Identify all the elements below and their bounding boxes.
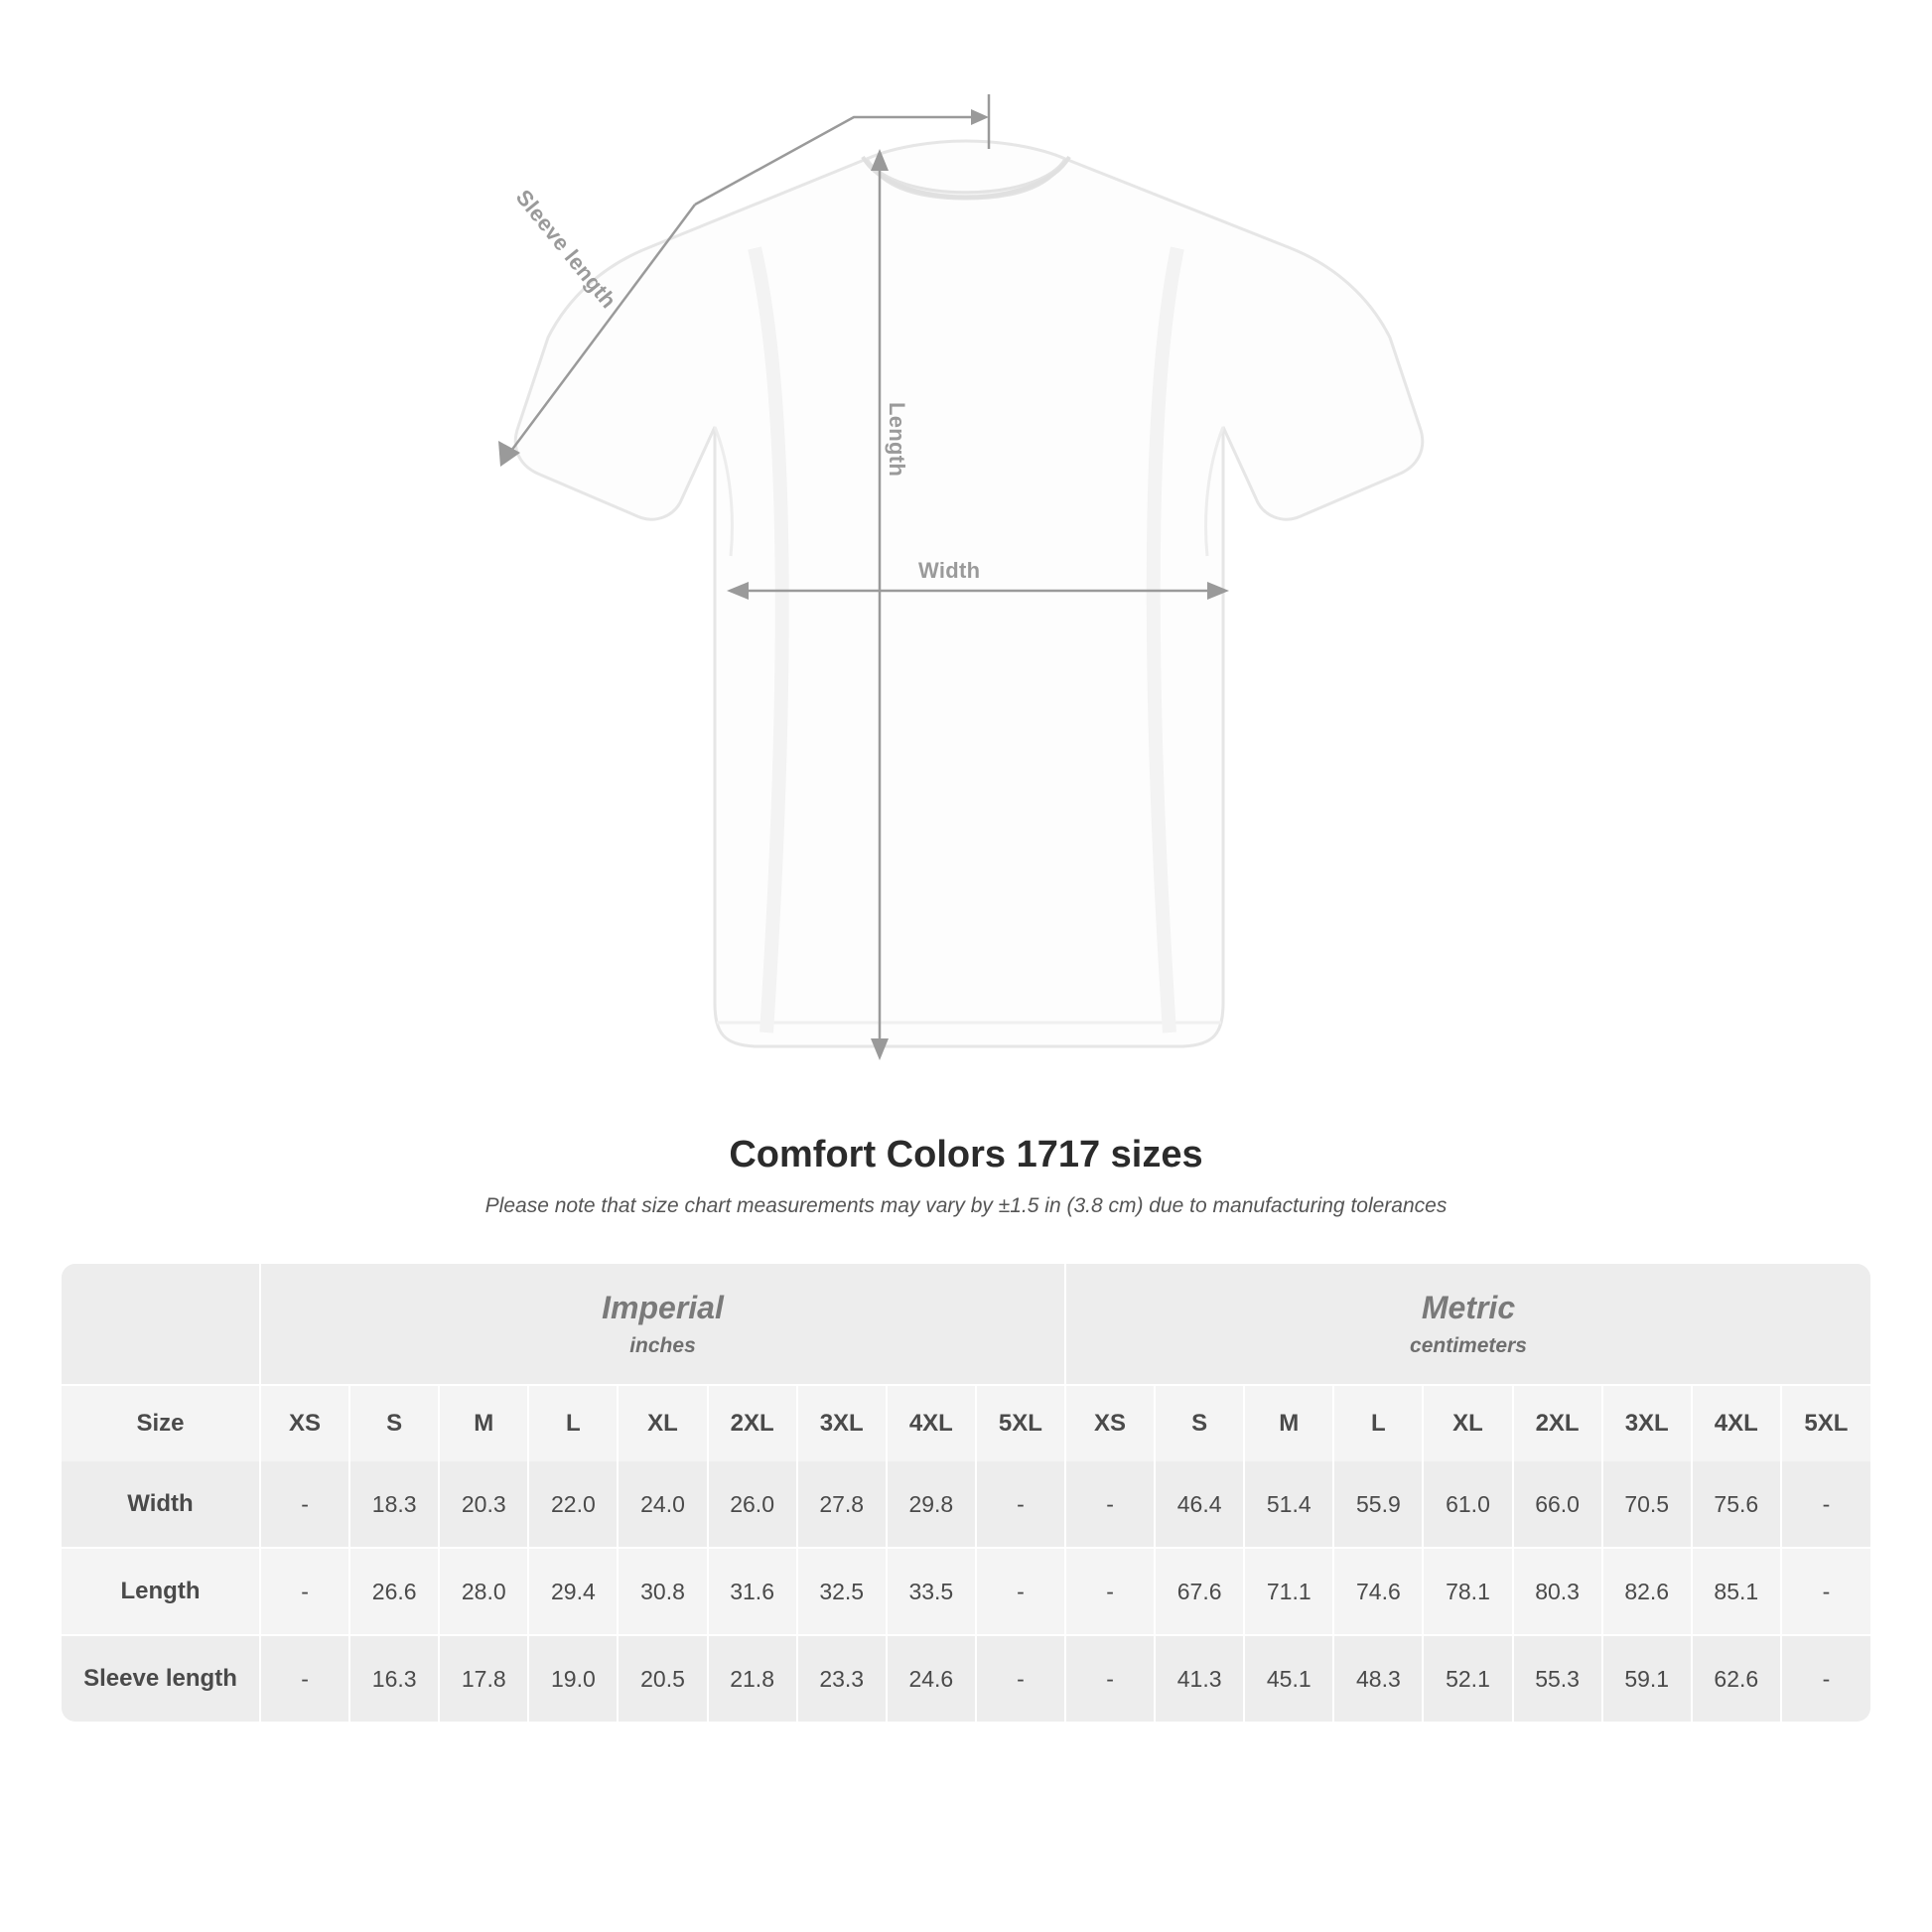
size-col-metric-2: M	[1244, 1385, 1333, 1461]
size-col-metric-8: 5XL	[1781, 1385, 1870, 1461]
imperial-unit-sub: inches	[629, 1334, 696, 1357]
cell-sleeve-metric-8: -	[1781, 1635, 1870, 1722]
cell-length-metric-0: -	[1065, 1548, 1155, 1635]
size-col-metric-1: S	[1155, 1385, 1244, 1461]
size-col-metric-4: XL	[1423, 1385, 1512, 1461]
cell-width-metric-0: -	[1065, 1461, 1155, 1548]
cell-width-imperial-4: 24.0	[618, 1461, 707, 1548]
cell-length-imperial-3: 29.4	[528, 1548, 618, 1635]
cell-sleeve-imperial-1: 16.3	[349, 1635, 439, 1722]
size-col-imperial-3: L	[528, 1385, 618, 1461]
cell-sleeve-imperial-6: 23.3	[797, 1635, 887, 1722]
size-col-metric-7: 4XL	[1692, 1385, 1781, 1461]
width-dimension-label: Width	[918, 558, 981, 583]
cell-length-imperial-7: 33.5	[887, 1548, 976, 1635]
cell-length-imperial-4: 30.8	[618, 1548, 707, 1635]
cell-length-metric-4: 78.1	[1423, 1548, 1512, 1635]
cell-sleeve-metric-2: 45.1	[1244, 1635, 1333, 1722]
cell-width-metric-1: 46.4	[1155, 1461, 1244, 1548]
table-row	[62, 1461, 1870, 1548]
size-col-metric-3: L	[1333, 1385, 1423, 1461]
cell-sleeve-imperial-0: -	[260, 1635, 349, 1722]
size-col-imperial-2: M	[439, 1385, 528, 1461]
cell-length-imperial-2: 28.0	[439, 1548, 528, 1635]
cell-width-metric-7: 75.6	[1692, 1461, 1781, 1548]
size-col-imperial-6: 3XL	[797, 1385, 887, 1461]
cell-width-imperial-7: 29.8	[887, 1461, 976, 1548]
cell-width-metric-4: 61.0	[1423, 1461, 1512, 1548]
size-chart-table-wrapper	[62, 1264, 1870, 1722]
cell-sleeve-metric-6: 59.1	[1602, 1635, 1692, 1722]
cell-width-metric-8: -	[1781, 1461, 1870, 1548]
cell-width-imperial-6: 27.8	[797, 1461, 887, 1548]
cell-length-imperial-0: -	[260, 1548, 349, 1635]
cell-sleeve-imperial-7: 24.6	[887, 1635, 976, 1722]
cell-width-imperial-3: 22.0	[528, 1461, 618, 1548]
length-dimension-label: Length	[885, 402, 909, 478]
metric-unit-name: Metric	[1421, 1290, 1516, 1325]
size-chart-table	[62, 1264, 1870, 1722]
cell-length-imperial-1: 26.6	[349, 1548, 439, 1635]
size-col-imperial-7: 4XL	[887, 1385, 976, 1461]
cell-sleeve-metric-4: 52.1	[1423, 1635, 1512, 1722]
cell-sleeve-imperial-8: -	[976, 1635, 1065, 1722]
cell-sleeve-imperial-5: 21.8	[708, 1635, 797, 1722]
cell-sleeve-imperial-4: 20.5	[618, 1635, 707, 1722]
size-header-row	[62, 1385, 1870, 1461]
cell-sleeve-metric-5: 55.3	[1513, 1635, 1602, 1722]
metric-unit-header	[1065, 1264, 1870, 1385]
imperial-unit-header	[260, 1264, 1065, 1385]
cell-width-imperial-8: -	[976, 1461, 1065, 1548]
tolerance-note: Please note that size chart measurements may vary by ±1.5 in (3.8 cm) due to manufacturing tolerances	[484, 1194, 1448, 1217]
page-title: Comfort Colors 1717 sizes	[729, 1134, 1203, 1175]
size-header-label: Size	[62, 1385, 260, 1461]
cell-length-metric-2: 71.1	[1244, 1548, 1333, 1635]
row-label-length: Length	[62, 1548, 260, 1635]
size-col-imperial-8: 5XL	[976, 1385, 1065, 1461]
cell-width-imperial-0: -	[260, 1461, 349, 1548]
cell-length-metric-6: 82.6	[1602, 1548, 1692, 1635]
cell-length-metric-1: 67.6	[1155, 1548, 1244, 1635]
cell-width-imperial-1: 18.3	[349, 1461, 439, 1548]
metric-unit-sub: centimeters	[1410, 1334, 1527, 1357]
cell-width-metric-5: 66.0	[1513, 1461, 1602, 1548]
size-col-metric-5: 2XL	[1513, 1385, 1602, 1461]
size-col-metric-0: XS	[1065, 1385, 1155, 1461]
units-header-row	[62, 1264, 1870, 1385]
cell-length-imperial-8: -	[976, 1548, 1065, 1635]
sleeve-length-dimension-label: Sleeve length	[510, 185, 621, 314]
cell-sleeve-metric-3: 48.3	[1333, 1635, 1423, 1722]
cell-width-imperial-2: 20.3	[439, 1461, 528, 1548]
cell-length-metric-5: 80.3	[1513, 1548, 1602, 1635]
cell-width-imperial-5: 26.0	[708, 1461, 797, 1548]
size-col-metric-6: 3XL	[1602, 1385, 1692, 1461]
cell-length-imperial-5: 31.6	[708, 1548, 797, 1635]
table-row	[62, 1548, 1870, 1635]
cell-width-metric-2: 51.4	[1244, 1461, 1333, 1548]
cell-sleeve-metric-0: -	[1065, 1635, 1155, 1722]
row-label-width: Width	[62, 1461, 260, 1548]
imperial-unit-name: Imperial	[602, 1290, 724, 1325]
size-col-imperial-0: XS	[260, 1385, 349, 1461]
cell-sleeve-imperial-2: 17.8	[439, 1635, 528, 1722]
size-col-imperial-1: S	[349, 1385, 439, 1461]
cell-sleeve-imperial-3: 19.0	[528, 1635, 618, 1722]
size-col-imperial-5: 2XL	[708, 1385, 797, 1461]
size-col-imperial-4: XL	[618, 1385, 707, 1461]
cell-width-metric-6: 70.5	[1602, 1461, 1692, 1548]
cell-width-metric-3: 55.9	[1333, 1461, 1423, 1548]
row-label-sleeve-length: Sleeve length	[62, 1635, 260, 1722]
cell-sleeve-metric-7: 62.6	[1692, 1635, 1781, 1722]
tshirt-shape	[515, 141, 1423, 1046]
units-header-blank	[62, 1264, 260, 1385]
cell-length-metric-7: 85.1	[1692, 1548, 1781, 1635]
cell-length-imperial-6: 32.5	[797, 1548, 887, 1635]
cell-length-metric-8: -	[1781, 1548, 1870, 1635]
cell-sleeve-metric-1: 41.3	[1155, 1635, 1244, 1722]
cell-length-metric-3: 74.6	[1333, 1548, 1423, 1635]
table-row	[62, 1635, 1870, 1722]
